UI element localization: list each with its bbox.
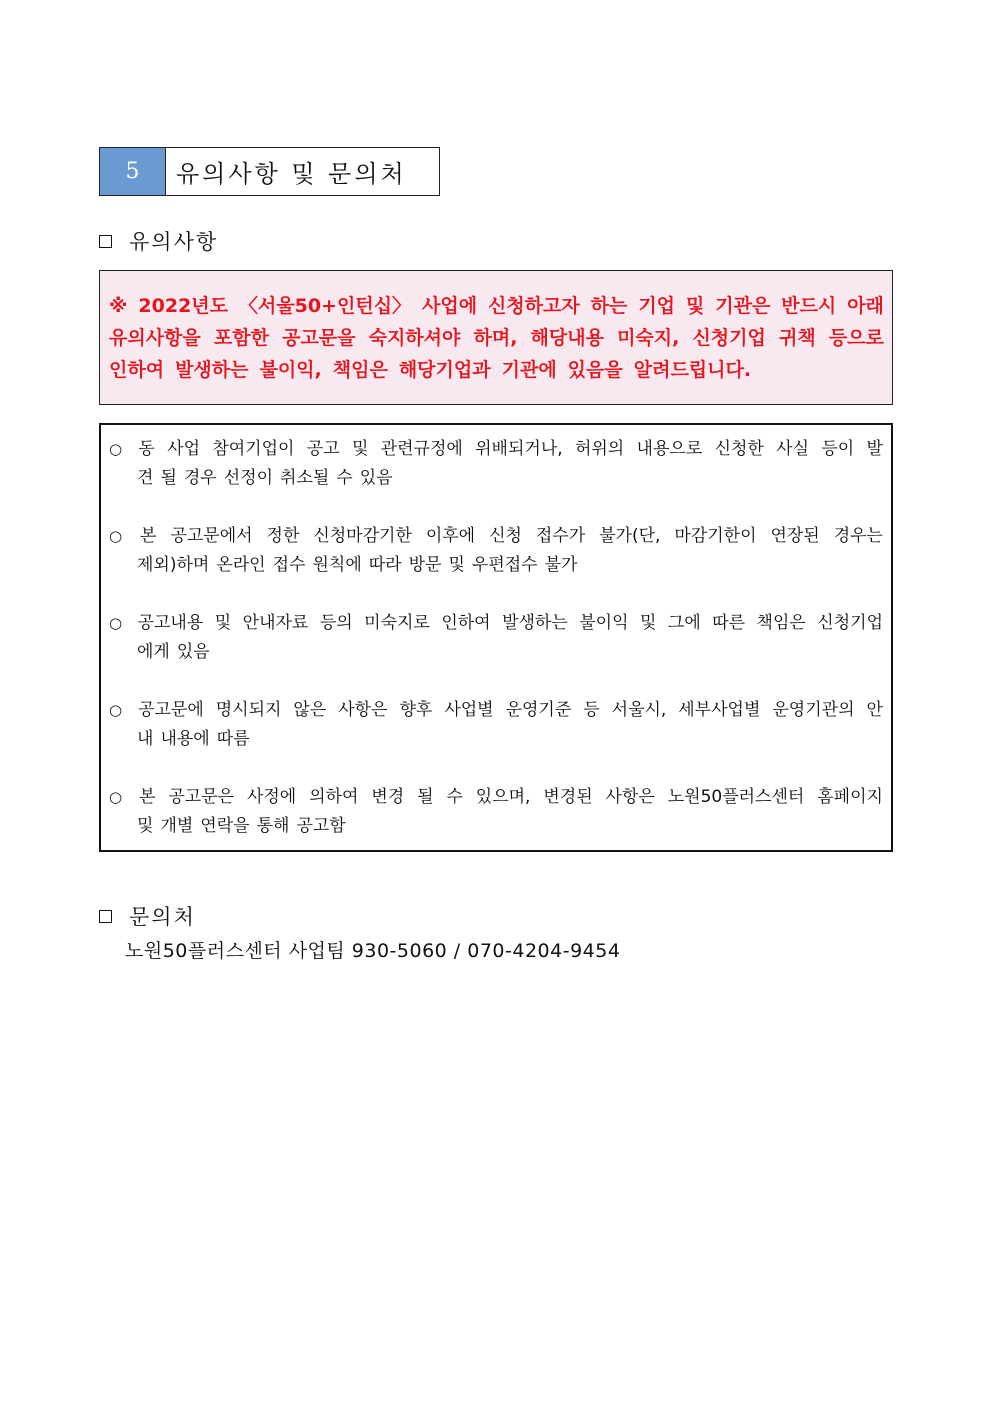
word: 기관은 [715, 295, 771, 317]
circle-bullet-icon: ○ [109, 701, 123, 719]
word: 불가(단, [599, 526, 661, 546]
contact-heading-label: 문의처 [129, 905, 196, 929]
word: 포함한 [213, 327, 269, 349]
word: 될 [417, 787, 434, 807]
precaution-item [109, 435, 883, 493]
word: 및 [137, 816, 154, 836]
word: 공고 [306, 439, 340, 459]
word: 명시되지 [215, 700, 282, 720]
word: 노원50플러스센터 [667, 787, 805, 807]
word: 공고문은 [168, 787, 235, 807]
circle-bullet-icon: ○ [109, 440, 123, 458]
word: 의하여 [309, 787, 359, 807]
precaution-line [109, 696, 883, 725]
word: 해당내용 [530, 327, 604, 349]
word: 홈페이지 [817, 787, 883, 807]
word: 발생하는 [175, 359, 249, 381]
word: 발 [866, 439, 883, 459]
word: 허위의 [574, 439, 625, 459]
word: 신청하고자 [487, 295, 580, 317]
word: 정한 [266, 526, 300, 546]
word: 경우 [183, 468, 217, 488]
word: 해당기업과 [398, 359, 491, 381]
word: 있음 [359, 468, 393, 488]
word: 인하여 [109, 359, 165, 381]
word: 하는 [590, 295, 628, 317]
word: 공고문에서 [170, 526, 253, 546]
word: 발생하는 [502, 613, 568, 633]
word: ※ [109, 295, 128, 317]
word: 세부사업별 [678, 700, 761, 720]
word: 신청한 [714, 439, 764, 459]
word: 내 [137, 729, 154, 749]
precaution-line-cont [109, 725, 883, 754]
square-bullet-icon [99, 910, 112, 923]
word: 본 [140, 526, 157, 546]
word: 미숙지로 [364, 613, 430, 633]
word: 사실 [776, 439, 810, 459]
word: 개별 [160, 816, 194, 836]
word: 등 [583, 700, 600, 720]
word: 기관에 [501, 359, 557, 381]
word: 및 [639, 613, 657, 633]
word: 불가 [544, 555, 578, 575]
precaution-line-cont [109, 638, 883, 667]
precaution-line [109, 522, 883, 551]
word: 등이 [821, 439, 855, 459]
circle-bullet-icon: ○ [109, 614, 123, 632]
word: 위배되거나, [475, 439, 563, 459]
word: 알려드립니다. [633, 359, 752, 381]
warning-line [109, 290, 884, 322]
word: 운영기관의 [772, 700, 855, 720]
word: 수 [336, 468, 353, 488]
word: 유의사항을 [109, 327, 201, 349]
word: 및 [214, 613, 232, 633]
word: 미숙지, [617, 327, 680, 349]
precaution-line [109, 609, 883, 638]
warning-line [109, 322, 884, 354]
word: 인하여 [441, 613, 491, 633]
word: 사정에 [246, 787, 297, 807]
word: 안내자료 [242, 613, 309, 633]
word: 연장된 [770, 526, 820, 546]
word: 안 [866, 700, 883, 720]
precautions-heading-label: 유의사항 [129, 230, 219, 254]
word: 그에 [667, 613, 701, 633]
word: 제외)하며 [137, 555, 210, 575]
word: 사업별 [444, 700, 494, 720]
word: 경우는 [833, 526, 883, 546]
word: 있으며, [475, 787, 531, 807]
word: 연락을 [200, 816, 250, 836]
word: 본 [139, 787, 156, 807]
word: 반드시 [781, 295, 837, 317]
word: 있음 [176, 642, 210, 662]
word: 2022년도 [138, 295, 228, 317]
warning-line [109, 354, 884, 386]
precaution-line [109, 435, 883, 464]
word: 및 [448, 555, 465, 575]
section-title: 유의사항 및 문의처 [176, 160, 407, 188]
word: 온라인 [216, 555, 266, 575]
word: 않은 [293, 700, 327, 720]
precaution-line-cont [109, 464, 883, 493]
word: 선정이 [223, 468, 274, 488]
warning-notice-box [99, 270, 893, 405]
circle-bullet-icon: ○ [109, 527, 123, 545]
contact-heading [99, 901, 196, 931]
word: 하며, [473, 327, 518, 349]
word: 통해 [256, 816, 290, 836]
word: 취소될 [280, 468, 330, 488]
precaution-item [109, 696, 883, 754]
word: 책임은 [756, 613, 806, 633]
word: 공고문에 [138, 700, 204, 720]
word: 따른 [712, 613, 746, 633]
precaution-item [109, 783, 883, 841]
precaution-item [109, 609, 883, 667]
precaution-item [109, 522, 883, 580]
word: 공고문을 [282, 327, 356, 349]
word: 방문 [408, 555, 442, 575]
word: 등으로 [828, 327, 884, 349]
word: 향후 [399, 700, 433, 720]
word: 공고내용 [137, 613, 204, 633]
word: 및 [351, 439, 369, 459]
word: 신청기업 [817, 613, 883, 633]
word: 및 [685, 295, 705, 317]
word: 변경된 [543, 787, 593, 807]
word: 이후에 [425, 526, 476, 546]
word: 사항은 [605, 787, 655, 807]
word: 신청마감기한 [313, 526, 412, 546]
word: 불이익, [259, 359, 322, 381]
word: 접수가 [535, 526, 586, 546]
word: 접수 [272, 555, 306, 575]
word: 견 [137, 468, 154, 488]
precaution-line-cont [109, 812, 883, 841]
word: 마감기한이 [674, 526, 757, 546]
word: 동 [138, 439, 155, 459]
word: 신청 [489, 526, 522, 546]
word: 내용으로 [636, 439, 703, 459]
word: 불이익 [579, 613, 629, 633]
word: 신청기업 [692, 327, 766, 349]
precautions-heading [99, 226, 218, 256]
precautions-list-box [99, 423, 893, 852]
word: 따름 [216, 729, 250, 749]
word: 사항은 [338, 700, 388, 720]
square-bullet-icon [99, 235, 112, 248]
word: 될 [160, 468, 177, 488]
word: 아래 [847, 295, 884, 317]
word: 운영기준 [505, 700, 572, 720]
word: 따라 [368, 555, 402, 575]
word: 사업 [167, 439, 201, 459]
word: 등의 [319, 613, 353, 633]
word: 있음을 [567, 359, 623, 381]
section-header [99, 147, 440, 196]
word: 우편접수 [471, 555, 538, 575]
word: 내용에 [160, 729, 210, 749]
word: 〈서울50+인턴십〉 [238, 295, 412, 317]
word: 서울시, [611, 700, 667, 720]
word: 원칙에 [312, 555, 362, 575]
word: 공고함 [296, 816, 346, 836]
word: 기업 [638, 295, 676, 317]
section-number: 5 [100, 148, 166, 195]
word: 책임은 [332, 359, 388, 381]
precaution-line-cont [109, 551, 883, 580]
word: 관련규정에 [380, 439, 463, 459]
word: 참여기업이 [212, 439, 295, 459]
precaution-line [109, 783, 883, 812]
word: 숙지하셔야 [368, 327, 461, 349]
word: 사업에 [421, 295, 478, 317]
word: 에게 [137, 642, 170, 662]
word: 변경 [371, 787, 405, 807]
contact-info: 노원50플러스센터 사업팀 930-5060 / 070-4204-9454 [125, 940, 621, 962]
word: 수 [446, 787, 463, 807]
word: 귀책 [778, 327, 816, 349]
circle-bullet-icon: ○ [109, 788, 123, 806]
